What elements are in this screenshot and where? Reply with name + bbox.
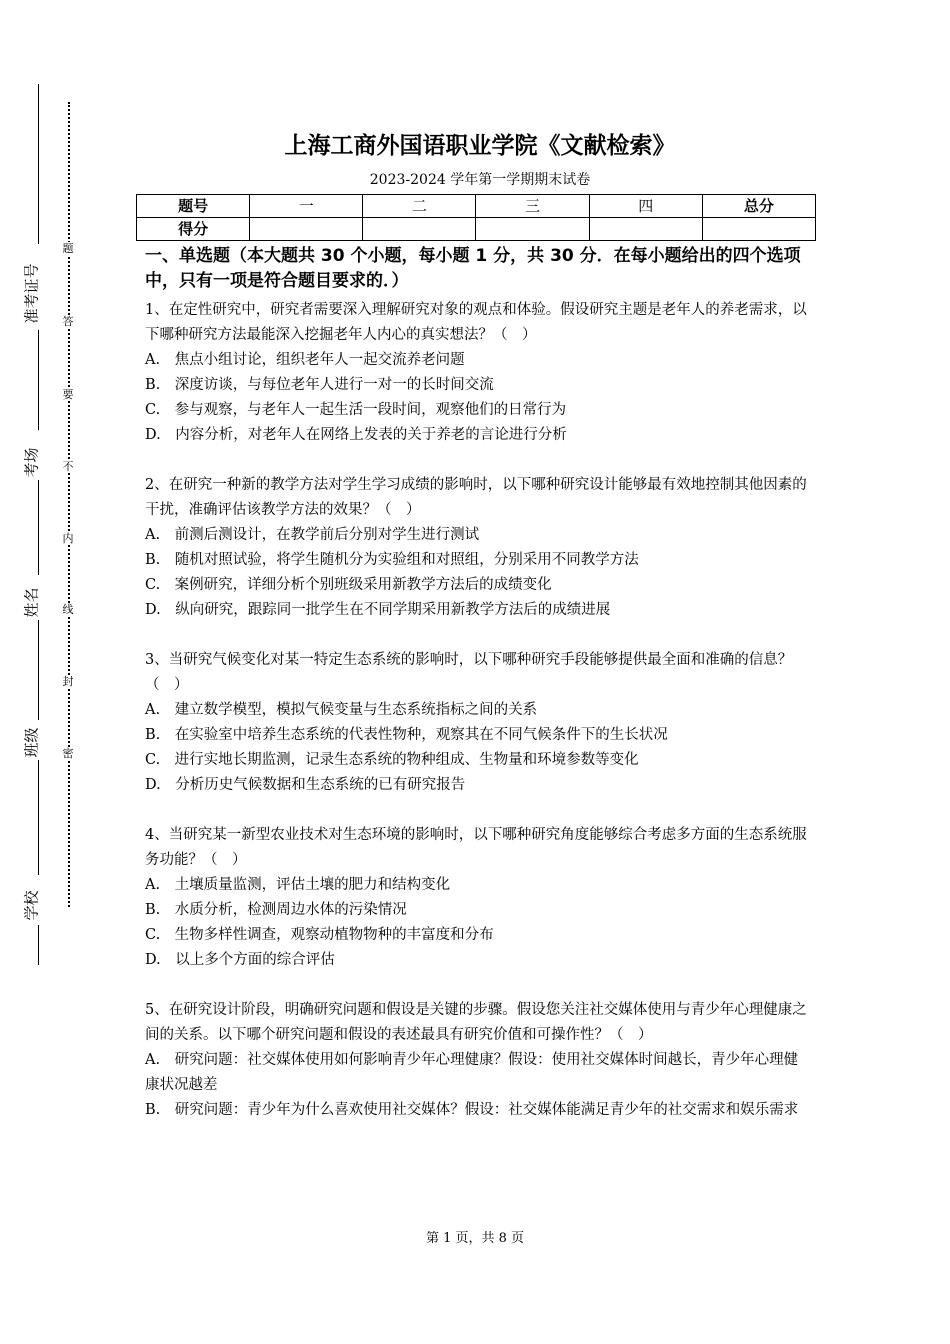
margin-line: [38, 620, 39, 720]
question-option: A. 前测后测设计，在教学前后分别对学生进行测试: [145, 527, 480, 543]
margin-line: [38, 480, 39, 575]
question-option: C. 参与观察，与老年人一起生活一段时间，观察他们的日常行为: [145, 402, 567, 418]
margin-line: [38, 925, 39, 965]
score-table-header-row: [137, 195, 816, 218]
question-option: B. 水质分析，检测周边水体的污染情况: [145, 902, 407, 918]
score-header-cell: 题号: [137, 195, 250, 218]
seal-char: 线: [60, 603, 76, 616]
margin-line: [38, 760, 39, 875]
question-option: D. 纵向研究，跟踪同一批学生在不同学期采用新教学方法后的成绩进展: [145, 602, 611, 618]
margin-line: [38, 330, 39, 430]
section-heading: 一、单选题（本大题共 30 个小题，每小题 1 分，共 30 分．在每小题给出的四个选项中，只有一项是符合题目要求的．）: [145, 246, 801, 291]
score-cell[interactable]: [702, 218, 815, 241]
label-exam-room: 考场: [22, 447, 41, 478]
exam-subtitle: 2023-2024 学年第一学期期末试卷: [369, 172, 591, 188]
seal-char: 答: [60, 315, 76, 328]
question-item: [145, 648, 810, 798]
question-option: A. 焦点小组讨论，组织老年人一起交流养老问题: [145, 352, 465, 368]
question-item: [145, 823, 810, 973]
question-stem: 5、在研究设计阶段，明确研究问题和假设是关键的步骤。假设您关注社交媒体使用与青少年心理健康之间的关系。以下哪个研究问题和假设的表述最具有研究价值和可操作性？（ ）: [145, 1002, 807, 1043]
question-stem: 4、当研究某一新型农业技术对生态环境的影响时，以下哪种研究角度能够综合考虑多方面的生态系统服务功能？（ ）: [145, 827, 807, 868]
score-row-label: 得分: [137, 218, 250, 241]
question-option: B. 随机对照试验，将学生随机分为实验组和对照组，分别采用不同教学方法: [145, 552, 639, 568]
question-section: [145, 244, 810, 1148]
question-stem: 3、当研究气候变化对某一特定生态系统的影响时，以下哪种研究手段能够提供最全面和准确的信息？（ ）: [145, 652, 793, 693]
label-name: 姓名: [22, 587, 41, 618]
seal-char: 内: [60, 532, 76, 545]
question-stem: 1、在定性研究中，研究者需要深入理解研究对象的观点和体验。假设研究主题是老年人的养老需求，以下哪种研究方法最能深入挖掘老年人内心的真实想法？（ ）: [145, 302, 807, 343]
question-option: B. 研究问题：青少年为什么喜欢使用社交媒体？假设：社交媒体能满足青少年的社交需求和娱乐需求: [145, 1102, 799, 1118]
score-header-cell: 一: [250, 195, 363, 218]
seal-char: 不: [60, 460, 76, 473]
seal-dotted-line: [68, 102, 70, 907]
question-option: C. 进行实地长期监测，记录生态系统的物种组成、生物量和环境参数等变化: [145, 752, 639, 768]
margin-line: [38, 84, 39, 244]
label-school: 学校: [22, 890, 41, 921]
question-option: A. 土壤质量监测，评估土壤的肥力和结构变化: [145, 877, 451, 893]
score-header-cell: 四: [589, 195, 702, 218]
score-cell[interactable]: [363, 218, 476, 241]
label-class: 班级: [22, 727, 41, 758]
question-option: B. 在实验室中培养生态系统的代表性物种，观察其在不同气候条件下的生长状况: [145, 727, 668, 743]
score-table: [136, 194, 816, 241]
question-item: [145, 473, 810, 623]
binding-margin: [0, 0, 120, 1344]
score-table-score-row: [137, 218, 816, 241]
question-item: [145, 298, 810, 448]
score-header-cell: 总分: [702, 195, 815, 218]
question-option: A. 研究问题：社交媒体使用如何影响青少年心理健康？假设：使用社交媒体时间越长，青少年心理健康状况越差: [145, 1052, 799, 1093]
question-option: C. 案例研究，详细分析个别班级采用新教学方法后的成绩变化: [145, 577, 552, 593]
seal-char: 要: [60, 388, 76, 401]
question-option: C. 生物多样性调查，观察动植物物种的丰富度和分布: [145, 927, 494, 943]
score-cell[interactable]: [589, 218, 702, 241]
exam-title: 上海工商外国语职业学院《文献检索》: [284, 133, 676, 159]
question-option: B. 深度访谈，与每位老年人进行一对一的长时间交流: [145, 377, 494, 393]
question-item: [145, 998, 810, 1123]
seal-char: 题: [60, 242, 76, 255]
score-header-cell: 二: [363, 195, 476, 218]
question-stem: 2、在研究一种新的教学方法对学生学习成绩的影响时，以下哪种研究设计能够最有效地控制其他因素的干扰，准确评估该教学方法的效果？（ ）: [145, 477, 807, 518]
label-exam-number: 准考证号: [22, 263, 41, 324]
question-option: D. 分析历史气候数据和生态系统的已有研究报告: [145, 777, 466, 793]
score-cell[interactable]: [476, 218, 589, 241]
seal-char: 密: [60, 747, 76, 760]
seal-char: 封: [60, 675, 76, 688]
score-header-cell: 三: [476, 195, 589, 218]
score-cell[interactable]: [250, 218, 363, 241]
page-number: 第 1 页，共 8 页: [425, 1231, 525, 1246]
question-option: A. 建立数学模型，模拟气候变量与生态系统指标之间的关系: [145, 702, 538, 718]
question-option: D. 内容分析，对老年人在网络上发表的关于养老的言论进行分析: [145, 427, 567, 443]
question-option: D. 以上多个方面的综合评估: [145, 952, 335, 968]
